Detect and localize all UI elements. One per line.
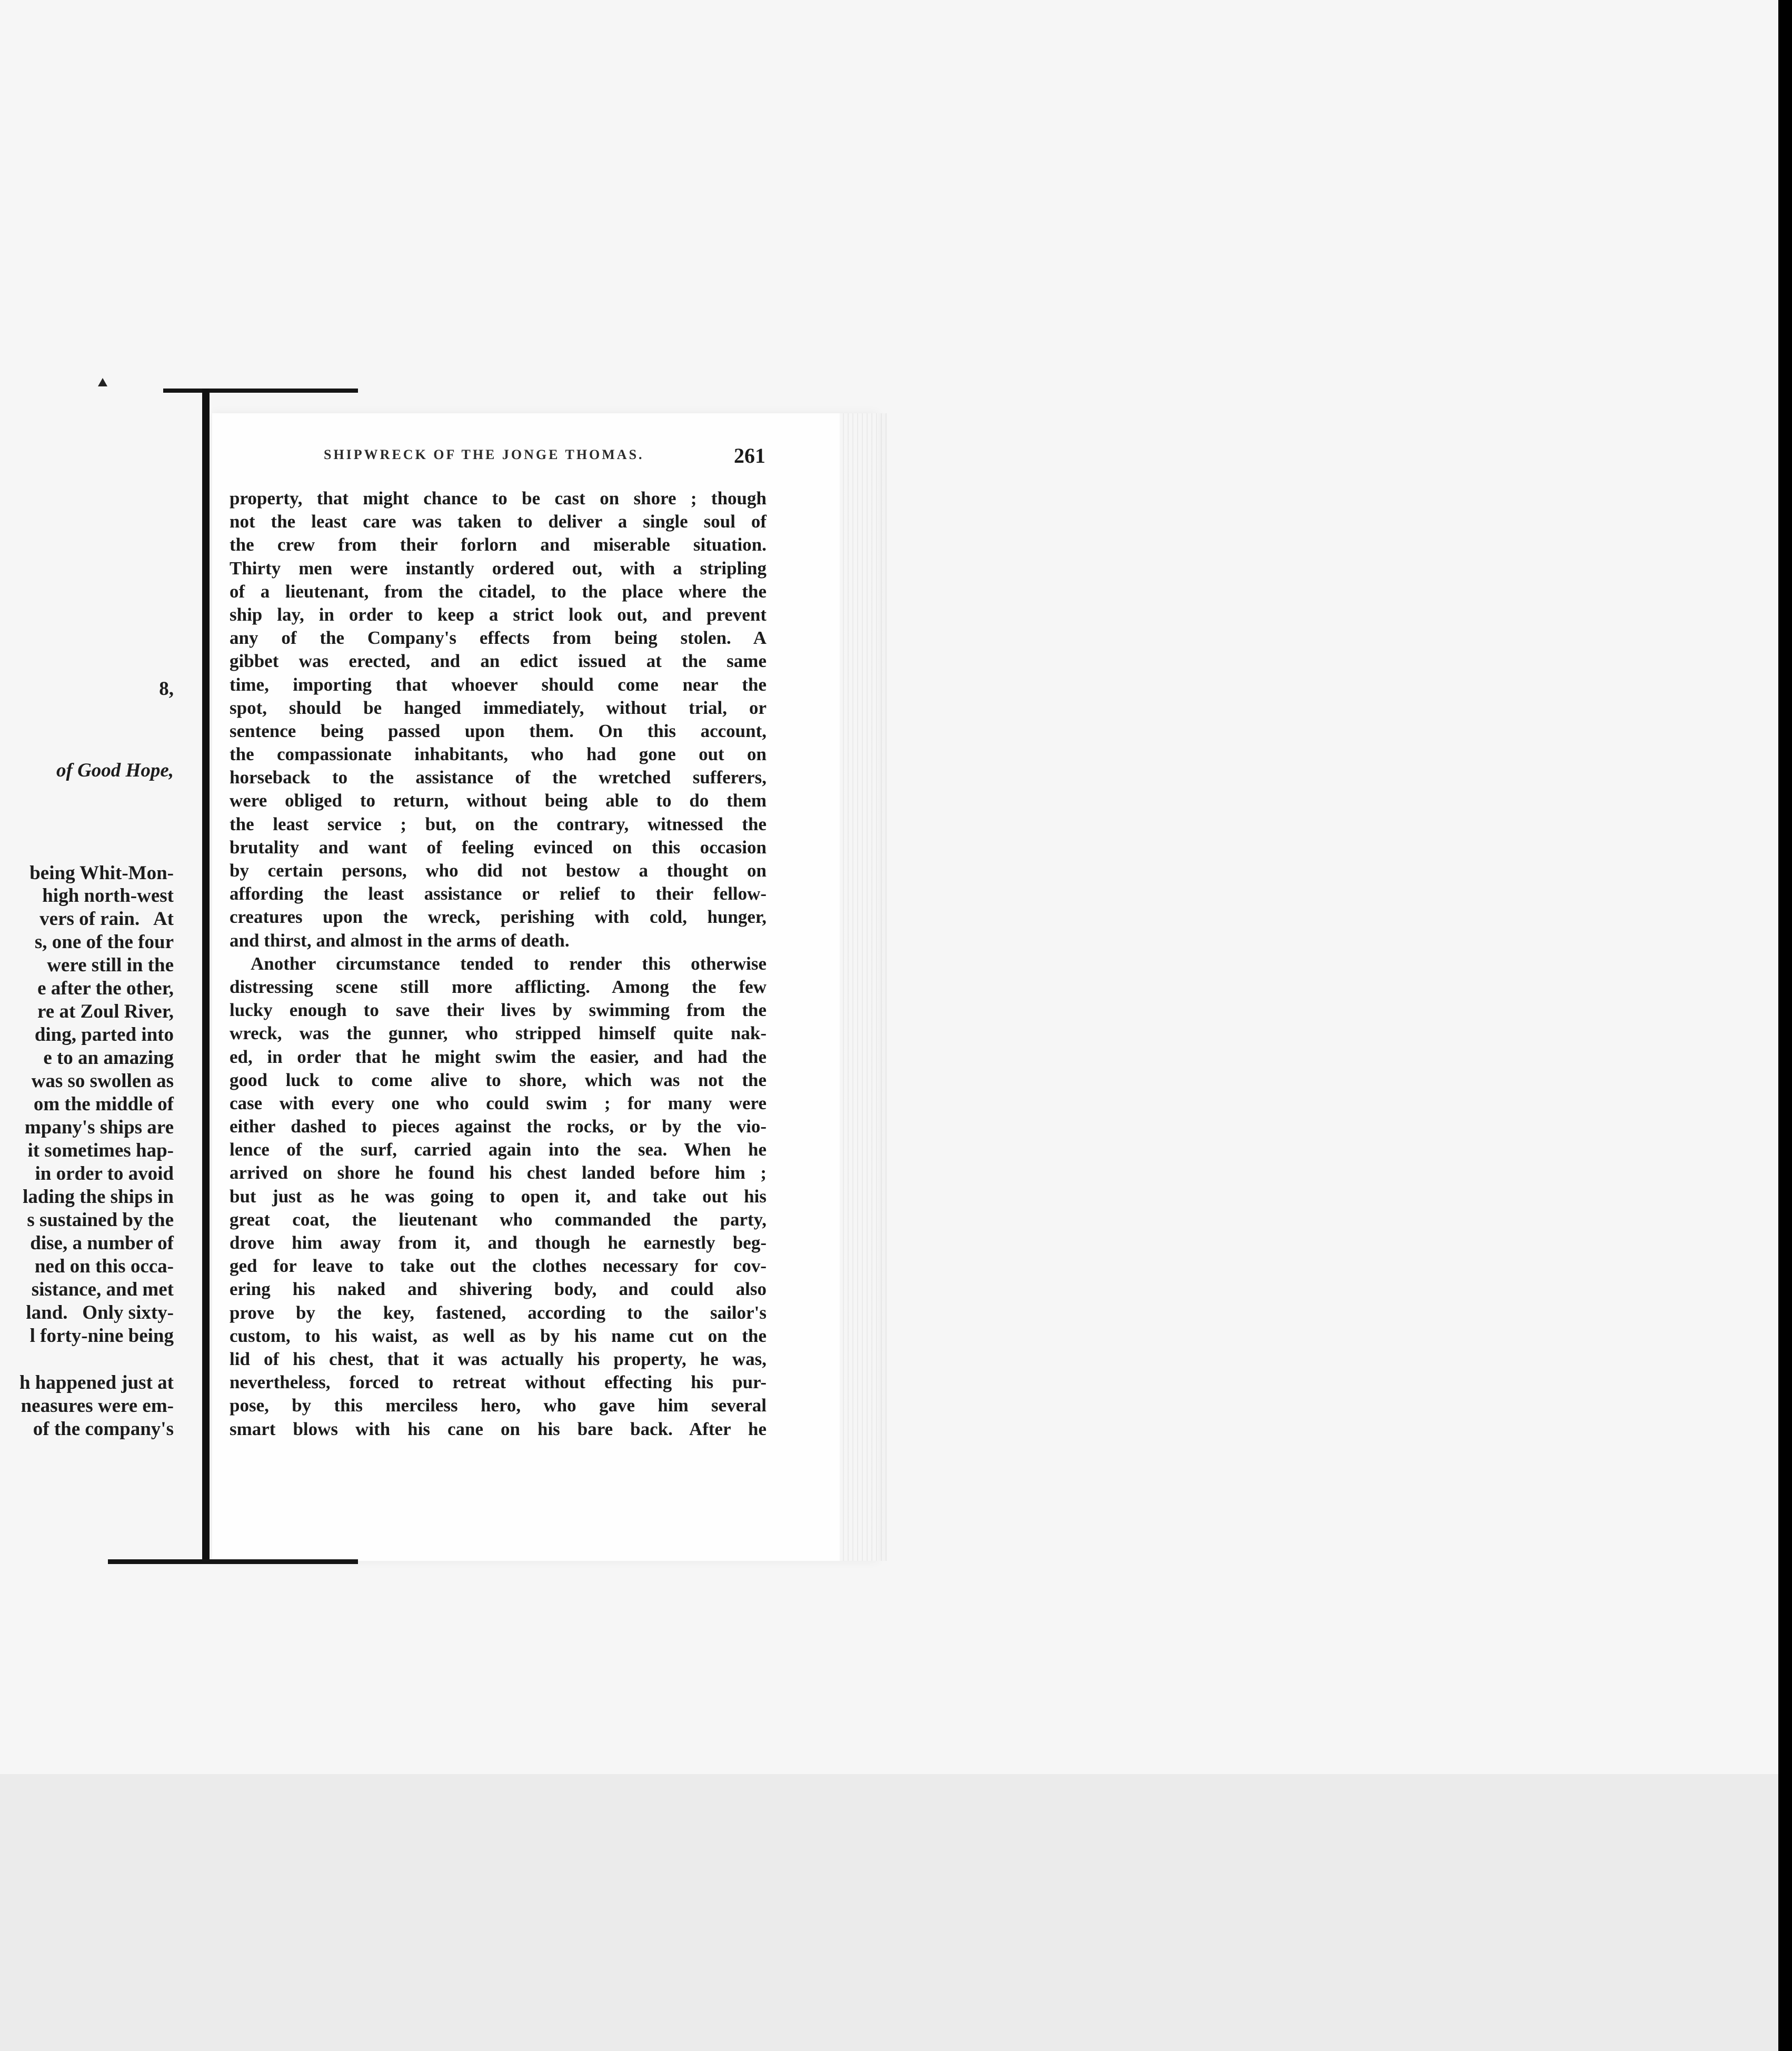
text-line: lence of the surf, carried again into the sea. When he xyxy=(230,1139,766,1160)
left-page-line: vers of rain. At xyxy=(39,908,174,930)
page-number: 261 xyxy=(734,444,765,467)
text-line: time, importing that whoever should come near the xyxy=(230,674,766,695)
text-line: either dashed to pieces against the rocks, or by the vio- xyxy=(230,1116,766,1137)
left-page-line: lading the ships in xyxy=(23,1186,174,1208)
left-page-line: of the company's xyxy=(33,1418,174,1440)
text-line: any of the Company's effects from being stolen. A xyxy=(230,628,766,649)
left-page-line: it sometimes hap- xyxy=(27,1140,174,1161)
left-page-line: e after the other, xyxy=(37,978,174,999)
text-line: brutality and want of feeling evinced on this occasion xyxy=(230,837,766,858)
arrow-mark xyxy=(98,378,107,386)
left-page-line: of Good Hope, xyxy=(56,760,174,781)
text-line: ged for leave to take out the clothes necessary for cov- xyxy=(230,1256,766,1277)
left-page-line: l forty-nine being xyxy=(29,1325,174,1347)
text-line: custom, to his waist, as well as by his name cut on the xyxy=(230,1325,766,1346)
text-line: arrived on shore he found his chest landed before him ; xyxy=(230,1162,766,1183)
text-line: nevertheless, forced to retreat without effecting his pur- xyxy=(230,1372,766,1393)
text-line: ed, in order that he might swim the easier, and had the xyxy=(230,1046,766,1067)
text-line: good luck to come alive to shore, which was not the xyxy=(230,1069,766,1090)
left-page-line: being Whit-Mon- xyxy=(29,862,174,884)
text-line: were obliged to return, without being able to do them xyxy=(230,790,766,811)
left-page-line: e to an amazing xyxy=(43,1047,174,1069)
text-line: and thirst, and almost in the arms of death. xyxy=(230,930,570,951)
bracket-bottom-rule xyxy=(108,1559,358,1564)
text-line: but just as he was going to open it, and take out his xyxy=(230,1186,766,1207)
left-page-line: in order to avoid xyxy=(35,1163,174,1184)
left-page-line: was so swollen as xyxy=(31,1070,174,1092)
left-page-line: were still in the xyxy=(47,954,174,976)
text-line: sentence being passed upon them. On this account, xyxy=(230,720,766,741)
text-line: Thirty men were instantly ordered out, with a stripling xyxy=(230,557,766,579)
text-line: ship lay, in order to keep a strict look out, and prevent xyxy=(230,604,766,625)
text-line: ering his naked and shivering body, and could also xyxy=(230,1279,766,1300)
left-page-line: h happened just at xyxy=(19,1372,174,1393)
text-line: not the least care was taken to deliver a single soul of xyxy=(230,511,766,532)
left-page-line: 8, xyxy=(159,678,174,700)
text-line: property, that might chance to be cast on shore ; though xyxy=(230,488,766,509)
text-line: by certain persons, who did not bestow a thought on xyxy=(230,860,766,881)
text-line: wreck, was the gunner, who stripped himself quite nak- xyxy=(230,1023,766,1044)
bracket-vertical-rule xyxy=(202,389,210,1564)
left-page-line: mpany's ships are xyxy=(24,1117,174,1138)
text-line: the crew from their forlorn and miserable situation. xyxy=(230,534,766,555)
text-line: pose, by this merciless hero, who gave him several xyxy=(230,1395,766,1416)
left-page-line: dise, a number of xyxy=(30,1232,174,1254)
text-line: Another circumstance tended to render this otherwise xyxy=(251,953,766,974)
left-page-line: s, one of the four xyxy=(34,931,174,953)
text-line: the least service ; but, on the contrary, witnessed the xyxy=(230,813,766,834)
text-line: spot, should be hanged immediately, without trial, or xyxy=(230,697,766,718)
text-line: lucky enough to save their lives by swimming from the xyxy=(230,1000,766,1021)
text-line: great coat, the lieutenant who commanded the party, xyxy=(230,1209,766,1230)
text-line: smart blows with his cane on his bare back. After he xyxy=(230,1418,766,1439)
left-page-line: om the middle of xyxy=(33,1093,174,1115)
text-line: creatures upon the wreck, perishing with cold, hunger, xyxy=(230,907,766,928)
text-line: lid of his chest, that it was actually his property, he was, xyxy=(230,1348,766,1369)
text-line: horseback to the assistance of the wretched sufferers, xyxy=(230,767,766,788)
body-text xyxy=(230,487,766,1441)
text-line: case with every one who could swim ; for many were xyxy=(230,1092,766,1113)
left-page-line: ding, parted into xyxy=(34,1024,174,1046)
text-line: distressing scene still more afflicting. Among the few xyxy=(230,976,766,997)
page-edge-stack xyxy=(840,413,887,1561)
left-page-line: ned on this occa- xyxy=(34,1256,174,1277)
text-line: the compassionate inhabitants, who had gone out on xyxy=(230,744,766,765)
text-line: of a lieutenant, from the citadel, to the place where the xyxy=(230,581,766,602)
bracket-top-rule xyxy=(163,389,358,393)
text-line: drove him away from it, and though he earnestly beg- xyxy=(230,1232,766,1253)
left-page-line: re at Zoul River, xyxy=(37,1001,174,1022)
left-page-line: land. Only sixty- xyxy=(26,1302,174,1323)
running-head: SHIPWRECK OF THE JONGE THOMAS. xyxy=(324,447,644,462)
left-page-line: sistance, and met xyxy=(31,1279,174,1300)
text-line: prove by the key, fastened, according to the sailor's xyxy=(230,1302,766,1323)
scanner-bed-band xyxy=(0,1774,1778,2051)
text-line: affording the least assistance or relief to their fellow- xyxy=(230,883,766,904)
left-page-line: high north-west xyxy=(42,885,174,907)
text-line: gibbet was erected, and an edict issued at the same xyxy=(230,651,766,672)
left-page-line: neasures were em- xyxy=(21,1395,174,1417)
left-page-line: s sustained by the xyxy=(27,1209,174,1231)
